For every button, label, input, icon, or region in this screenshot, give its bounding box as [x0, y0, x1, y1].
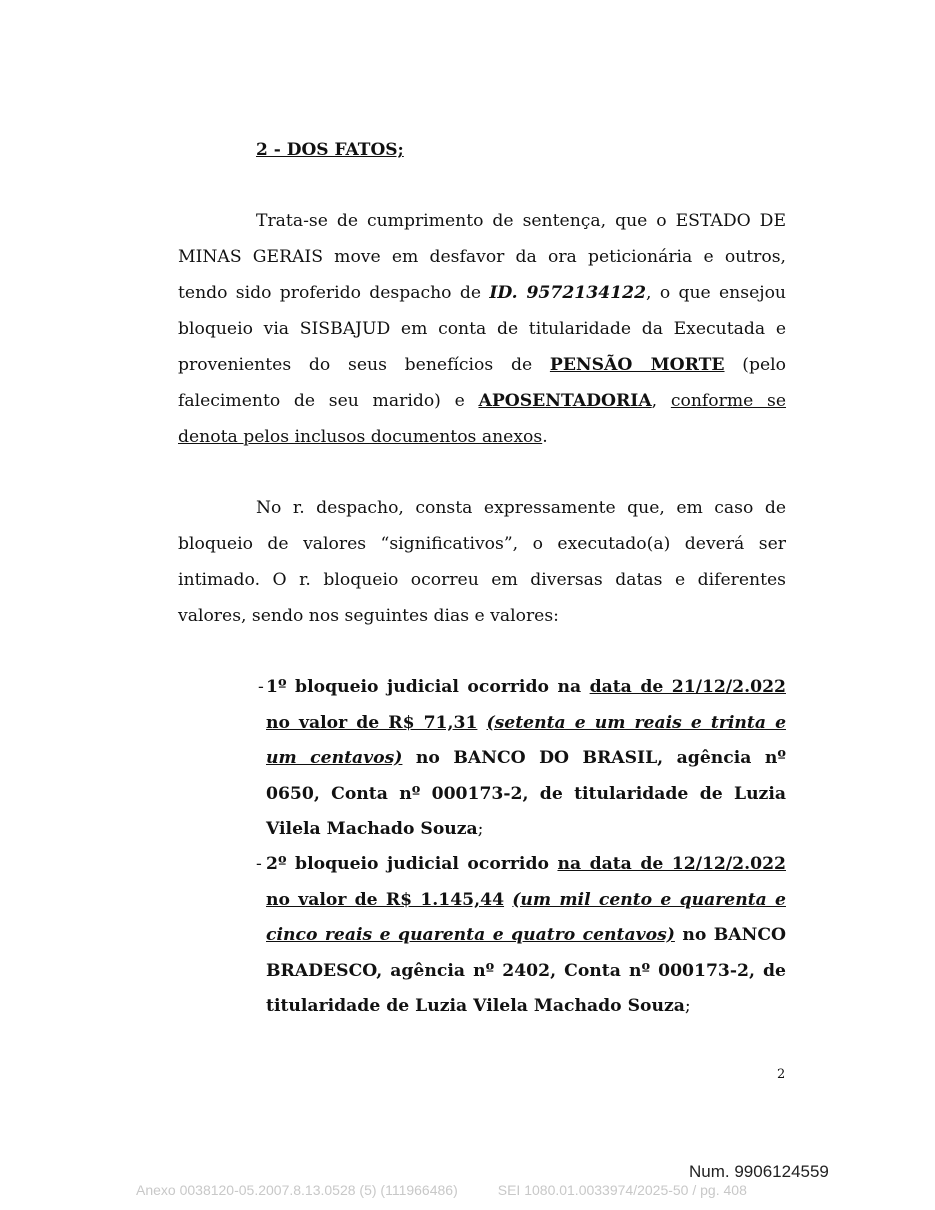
pensao-morte-label: PENSÃO MORTE — [549, 355, 725, 375]
list-dash: - — [256, 854, 262, 874]
blocking-item-1-amount-words: (setenta e um reais e trinta e um centavos) — [266, 712, 787, 768]
blocking-item-2 — [256, 847, 786, 1025]
aposentadoria-label: APOSENTADORIA — [478, 391, 652, 411]
p2-text: No r. despacho, consta expressamente que, em caso de bloqueio de valores “significativos”, o executado(a) deverá ser intimado. O r. bloqueio ocorreu em diversas datas e diferentes valores, sendo nos seguintes dias e valores: — [178, 498, 786, 626]
p1-text-4: , — [651, 391, 671, 411]
facts-paragraph-1 — [178, 203, 786, 455]
blocking-item-2-end: ; — [684, 996, 691, 1016]
p1-text-2: , o que ensejou bloqueio via SISBAJUD em conta de titularidade da Executada e provenientes do seus benefícios de — [178, 283, 786, 375]
p1-text-1: Trata-se de cumprimento de sentença, que o ESTADO DE MINAS GERAIS move em desfavor da ora peticionária e outros, tendo sido proferido despacho de — [178, 211, 786, 303]
blocking-item-2-lead: 2º bloqueio judicial ocorrido — [266, 854, 558, 874]
annex-stamp-left: Anexo 0038120-05.2007.8.13.0528 (5) (111966486) — [136, 1182, 458, 1198]
blocking-item-1-end: ; — [477, 819, 484, 839]
annex-stamp-right: SEI 1080.01.0033974/2025-50 / pg. 408 — [497, 1182, 747, 1198]
documents-reference: conforme se denota pelos inclusos documentos anexos — [178, 391, 787, 447]
facts-paragraph-2 — [178, 490, 786, 634]
p1-text-3: (pelo falecimento de seu marido) e — [178, 355, 786, 411]
list-dash: - — [258, 677, 264, 697]
blocking-item-1 — [258, 670, 787, 848]
blocking-item-2-amount-words: (um mil cento e quarenta e cinco reais e quarenta e quatro centavos) — [266, 889, 786, 945]
blocking-item-2-date-value: na data de 12/12/2.022 no valor de R$ 1.145,44 — [266, 854, 786, 910]
blocking-item-1-space — [477, 713, 486, 733]
blocking-item-1-date-value: data de 21/12/2.022 no valor de R$ 71,31 — [266, 677, 786, 733]
document-number-stamp: Num. 9906124559 — [689, 1162, 829, 1181]
blocking-item-1-lead: 1º bloqueio judicial ocorrido na — [266, 677, 590, 697]
despacho-id: ID. 9572134122 — [489, 283, 647, 303]
p1-text-5: . — [542, 427, 548, 447]
section-heading: 2 - DOS FATOS; — [256, 140, 404, 160]
annex-stamp — [136, 1182, 747, 1198]
blocking-item-2-bank: no BANCO BRADESCO, agência nº 2402, Conta nº 000173-2, de titularidade de Luzia Vilela Machado Souza — [266, 925, 786, 1016]
page-number: 2 — [777, 1067, 786, 1082]
blocking-item-1-bank: no BANCO DO BRASIL, agência nº 0650, Conta nº 000173-2, de titularidade de Luzia Vilela Machado Souza — [266, 748, 786, 839]
